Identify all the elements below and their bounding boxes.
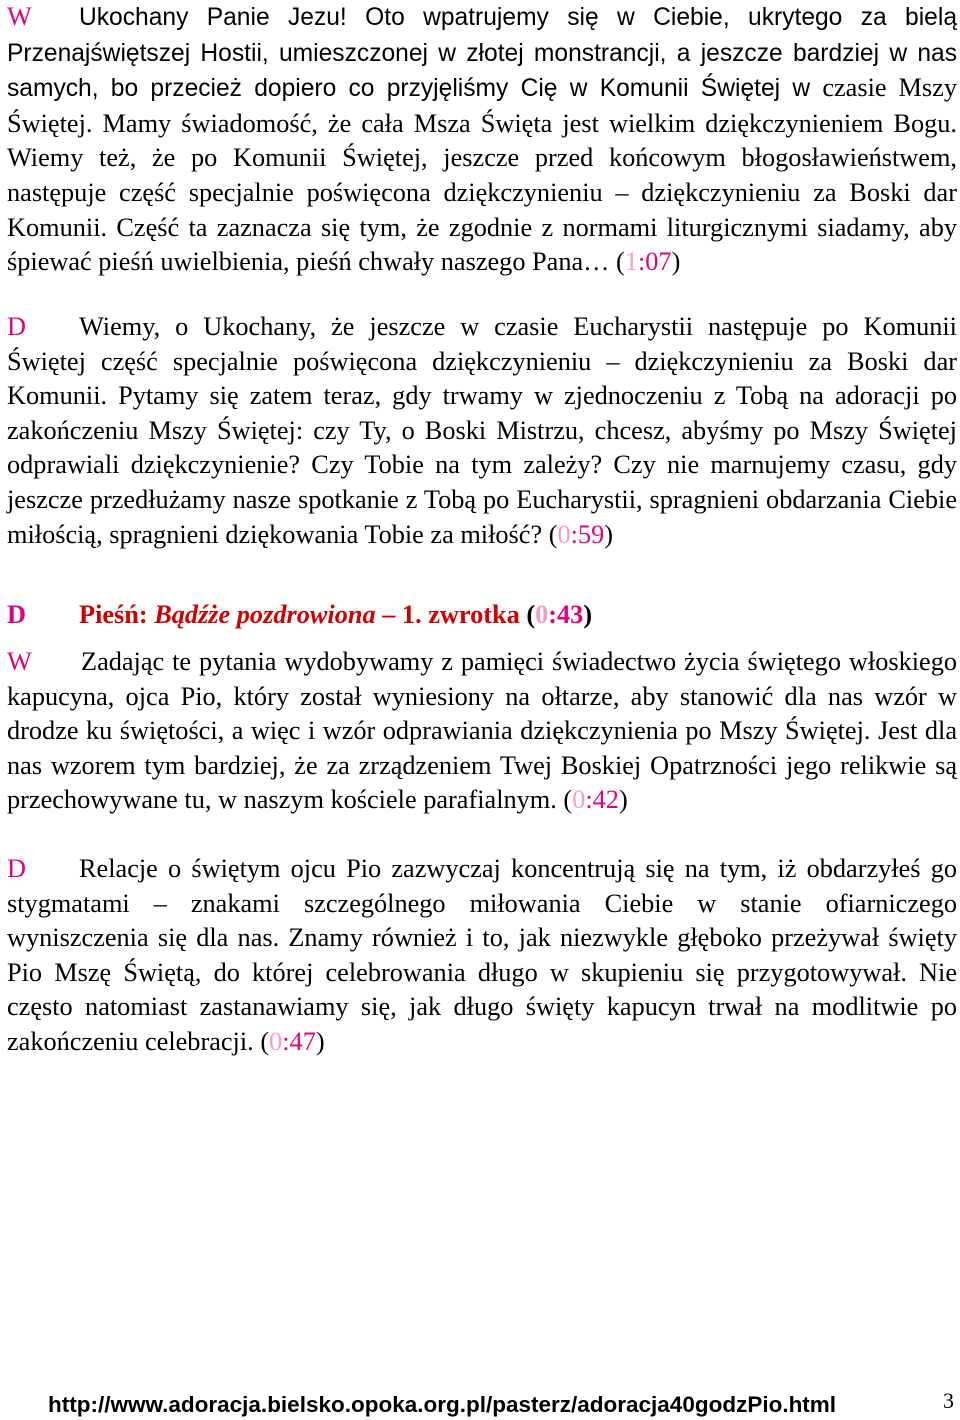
timestamp: (0:47) (260, 1026, 325, 1056)
timestamp: (1:07) (616, 247, 681, 277)
paragraph-1 (7, 0, 957, 280)
footer-url[interactable]: http://www.adoracja.bielsko.opoka.org.pl/pasterz/adoracja40godzPio.html (48, 1392, 837, 1417)
timestamp: (0:42) (563, 785, 628, 815)
paragraph-text: Zadając te pytania wydobywamy z pamięci świadectwo życia świętego włoskiego kapucyna, ojca Pio, który został wyniesiony na ołtarze, aby stanowić dla nas wzór w drodze ku świętości, a więc i wzór odprawiania dziękczynienia po Mszy Świętej. Jest dla nas wzorem tym bardziej, że za zrządzeniem Twej Boskiej Opatrzności jego relikwie są przechowywane tu, w naszym kościele parafialnym. (7, 647, 957, 815)
paragraph-text: Relacje o świętym ojcu Pio zazwyczaj koncentrują się na tym, iż obdarzyłeś go stygmatami – znakami szczególnego miłowania Ciebie w stanie ofiarniczego wyniszczenia się dla nas. Znamy również i to, jak niezwykle głęboko przeżywał święty Pio Mszę Świętą, do której celebrowania długo w skupieniu się przygotowywał. Nie często natomiast zastanawiamy się, jak długo święty kapucyn trwał na modlitwie po zakończeniu celebracji. (7, 854, 957, 1056)
paragraph-2 (7, 310, 957, 552)
paragraph-4 (7, 645, 957, 818)
speaker-label: D (7, 312, 26, 341)
paragraph-text: czasie Mszy Świętej. Mamy świadomość, że cała Msza Święta jest wielkim dziękczynieniem Bogu. Wiemy też, że po Komunii Świętej, jeszcze przed końcowym błogosławieństwem, następuje część specjalnie poświęcona dziękczynieniu – dziękczynieniu za Boski dar Komunii. Część ta zaznacza się tym, że zgodnie z normami liturgicznymi siadamy, aby śpiewać pieśń uwielbienia, pieśń chwały naszego Pana… (7, 73, 957, 277)
timestamp: (0:59) (548, 519, 614, 549)
paragraph-5 (7, 852, 957, 1060)
speaker-label: W (7, 647, 32, 676)
song-title: Bądźże pozdrowiona (154, 600, 376, 629)
paragraph-text: Wiemy, o Ukochany, że jeszcze w czasie Eucharystii następuje po Komunii Świętej część specjalnie poświęcona dziękczynieniu – dziękczynieniu za Boski dar Komunii. Pytamy się zatem teraz, gdy trwamy w zjednoczeniu z Tobą na adoracji po zakończeniu Mszy Świętej: czy Ty, o Boski Mistrzu, chcesz, abyśmy po Mszy Świętej odprawiali dziękczynienie? Czy Tobie na tym zależy? Czy nie marnujemy czasu, gdy jeszcze przedłużamy nasze spotkanie z Tobą po Eucharystii, spragnieni obdarzania Ciebie miłością, spragnieni dziękowania Tobie za miłość? (7, 312, 957, 549)
speaker-label: D (7, 600, 26, 629)
page-number: 3 (943, 1388, 954, 1413)
paragraph-text-sans: Ukochany Panie Jezu! Oto wpatrujemy się w Ciebie, ukrytego za bielą Przenajświętszej Hostii, umieszczonej w złotej monstrancji, a jeszcze bardziej w nas samych, bo przecież dopiero co przyjęliśmy Cię w Komunii Świętej w (7, 4, 957, 103)
song-line (7, 598, 957, 633)
timestamp: (0:43) (526, 600, 593, 629)
speaker-label: D (7, 854, 26, 883)
song-prefix: Pieśń: (79, 600, 155, 629)
speaker-label: W (7, 2, 32, 31)
song-verse: – 1. zwrotka (375, 600, 527, 629)
